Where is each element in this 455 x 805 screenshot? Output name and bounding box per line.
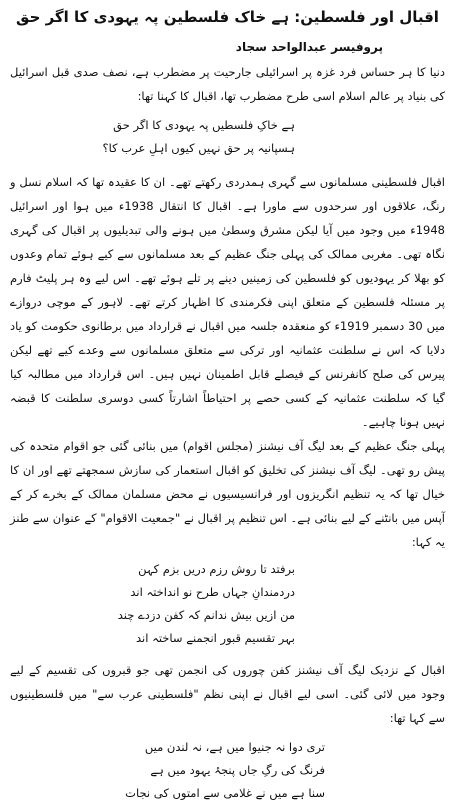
article-title: اقبال اور فلسطین: ہے خاک فلسطین پہ یہودی کا اگر حق bbox=[16, 8, 439, 26]
intro-paragraph: دنیا کا ہر حساس فرد غزہ پر اسرائیلی جارحیت پر مضطرب ہے، نصف صدی قبل اسرائیل کی بنیاد پر عالم اسلام اسی طرح مضطرب تھا، اقبال کا کہنا تھا: bbox=[10, 65, 445, 103]
couplet-1-line-1: ہے خاکِ فلسطیں پہ یہودی کا اگر حق bbox=[113, 118, 295, 132]
article-author: پروفیسر عبدالواحد سجاد bbox=[235, 40, 383, 54]
verse-2-line-4: بہر تقسیم قبور انجمنے ساختہ اند bbox=[136, 631, 295, 645]
body-paragraph-3: اقبال کے نزدیک لیگ آف نیشنز کفن چوروں کی انجمن تھی جو قبروں کی تقسیم کے لیے وجود میں لائی گئی۔ اسی لیے اقبال نے اپنی نظم "فلسطینی عرب سے" میں فلسطینیوں سے کہا تھا: bbox=[10, 663, 445, 725]
body-paragraph-1: اقبال فلسطینی مسلمانوں سے گہری ہمدردی رکھتے تھے۔ ان کا عقیدہ تھا کہ اسلام نسل و رنگ، علاقوں اور سرحدوں سے ماورا ہے۔ اقبال کا انتقال 1938ء میں ہوا اور اسرائیل 1948ء میں وجود میں آیا لیکن مشرق وسطیٰ میں ہونے والی تبدیلیوں پر اقبال کی گہری نگاہ تھی۔ مغربی ممالک کی پہلی جنگ عظیم کے بعد مسلمانوں سے کیے ہوئے تمام وعدوں کو بھلا کر یہودیوں کو فلسطین کی زمینیں دینے پر تلے ہوئے تھے۔ اس لیے وہ ہر پلیٹ فارم پر مسئلہ فلسطین کے متعلق اپنی فکرمندی کا اظہار کرتے تھے۔ لاہور کے موچی دروازے میں 30 دسمبر 1919ء کو منعقدہ جلسہ میں اقبال نے قرارداد میں برطانوی حکومت کو یاد دلایا کہ اس نے سلطنت عثمانیہ اور ترکی سے متعلق مسلمانوں سے وعدے کیے تھے لیکن پیرس کی صلح کانفرنس کے فیصلے قابل اطمینان نہیں ہیں۔ اس قرارداد میں مطالبہ کیا گیا کہ سلطنت عثمانیہ کے کسی حصے پر احتیاطاً اشارتاً کسی دوسری سلطنت کا قبضہ نہیں ہونا چاہیے۔ bbox=[10, 175, 445, 429]
verse-3-line-3: سنا ہے میں نے غلامی سے امتوں کی نجات bbox=[125, 786, 325, 800]
verse-2-line-1: برفتد تا روش رزم دریں بزم کہن bbox=[138, 562, 295, 576]
verse-3-line-2: فرنگ کی رگِ جاں پنجۂ یہود میں ہے bbox=[150, 763, 325, 777]
couplet-1-line-2: ہسپانیہ پر حق نہیں کیوں اہلِ عرب کا؟ bbox=[102, 141, 295, 155]
verse-2-line-2: دردمندانِ جہاں طرح نو انداختہ اند bbox=[130, 585, 295, 599]
verse-2-line-3: من ازیں بیش ندانم کہ کفن دزدے چند bbox=[117, 608, 295, 622]
verse-3-line-1: تری دوا نہ جنیوا میں ہے، نہ لندن میں bbox=[144, 740, 325, 754]
couplet-1 bbox=[10, 114, 445, 160]
body-paragraph-2: پہلی جنگ عظیم کے بعد لیگ آف نیشنز (مجلس اقوام) میں بنائی گئی جو اقوام متحدہ کی پیش رو تھی۔ لیگ آف نیشنز کی تخلیق کو اقبال استعمار کی سازش سمجھتے تھے اور ان کا خیال تھا کہ یہ تنظیم انگریزوں اور فرانسیسیوں نے محض مسلمان ممالک کے بخرے کر کے آپس میں بانٹنے کے لیے بنائی ہے۔ اس تنظیم پر اقبال نے "جمعیت الاقوام" کے عنوان سے طنز یہ کہا: bbox=[10, 439, 445, 549]
verse-palestinian-arab bbox=[10, 736, 445, 805]
verse-jamiat-al-aqwam bbox=[10, 558, 445, 650]
